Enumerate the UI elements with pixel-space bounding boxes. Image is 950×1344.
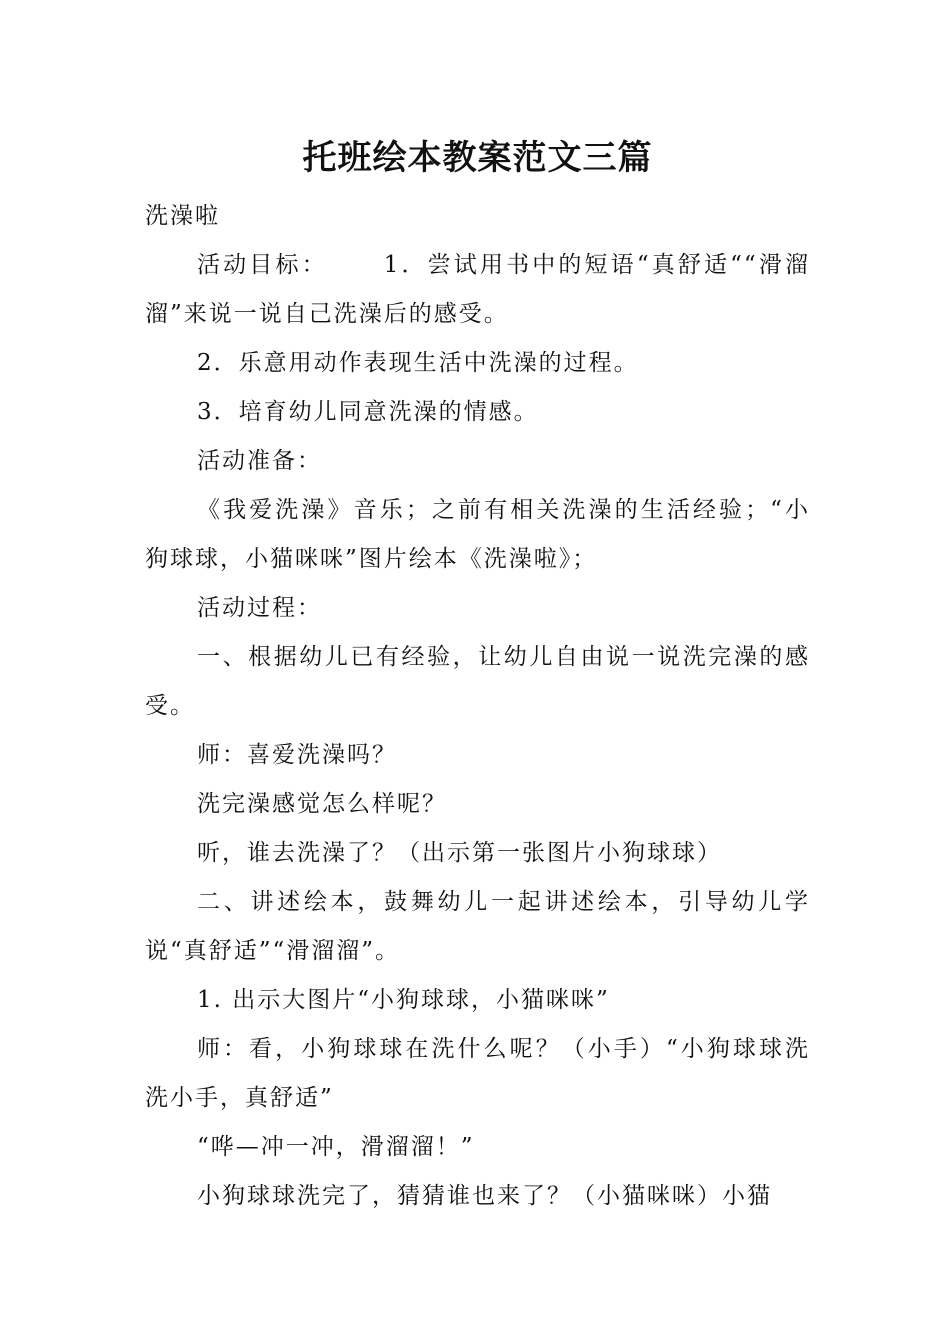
paragraph-question-1: 师：喜爱洗澡吗？ bbox=[197, 742, 397, 768]
paragraph-talk-1: 师：看，小狗球球在洗什么呢？（小手）“小狗球球洗洗小手，真舒适” bbox=[145, 1036, 810, 1111]
paragraph-prep-text: 《我爱洗澡》音乐；之前有相关洗澡的生活经验；“小狗球球，小猫咪咪”图片绘本《洗澡啦》； bbox=[145, 497, 810, 572]
paragraph-goal-3: 3．培育幼儿同意洗澡的情感。 bbox=[197, 399, 539, 425]
paragraph-step-1: 一、根据幼儿已有经验，让幼儿自由说一说洗完澡的感受。 bbox=[145, 644, 810, 719]
paragraph-talk-2: “哗—冲一冲，滑溜溜！” bbox=[197, 1134, 475, 1160]
paragraph-goal-2: 2．乐意用动作表现生活中洗澡的过程。 bbox=[197, 350, 639, 376]
document-page bbox=[145, 120, 810, 1221]
document-title: 托班绘本教案范文三篇 bbox=[302, 138, 653, 178]
paragraph-question-3: 听，谁去洗澡了？（出示第一张图片小狗球球） bbox=[197, 840, 722, 866]
paragraph-question-2: 洗完澡感觉怎么样呢？ bbox=[197, 791, 447, 817]
paragraph-process-label: 活动过程： bbox=[197, 595, 322, 621]
paragraph-goals bbox=[145, 241, 810, 339]
paragraph-step-2: 二、讲述绘本，鼓舞幼儿一起讲述绘本，引导幼儿学说“真舒适”“滑溜溜”。 bbox=[145, 889, 810, 964]
goal-1: 1．尝试用书中的短语“真舒适““滑溜溜”来说一说自己洗澡后的感受。 bbox=[145, 252, 810, 327]
paragraph-prep-label: 活动准备： bbox=[197, 448, 322, 474]
section-title: 洗澡啦 bbox=[145, 203, 220, 229]
paragraph-talk-3: 小狗球球洗完了，猜猜谁也来了？（小猫咪咪）小猫 bbox=[197, 1183, 772, 1209]
goal-label: 活动目标： bbox=[197, 252, 328, 278]
paragraph-step-2-1: 1. 出示大图片“小狗球球，小猫咪咪” bbox=[197, 987, 610, 1013]
